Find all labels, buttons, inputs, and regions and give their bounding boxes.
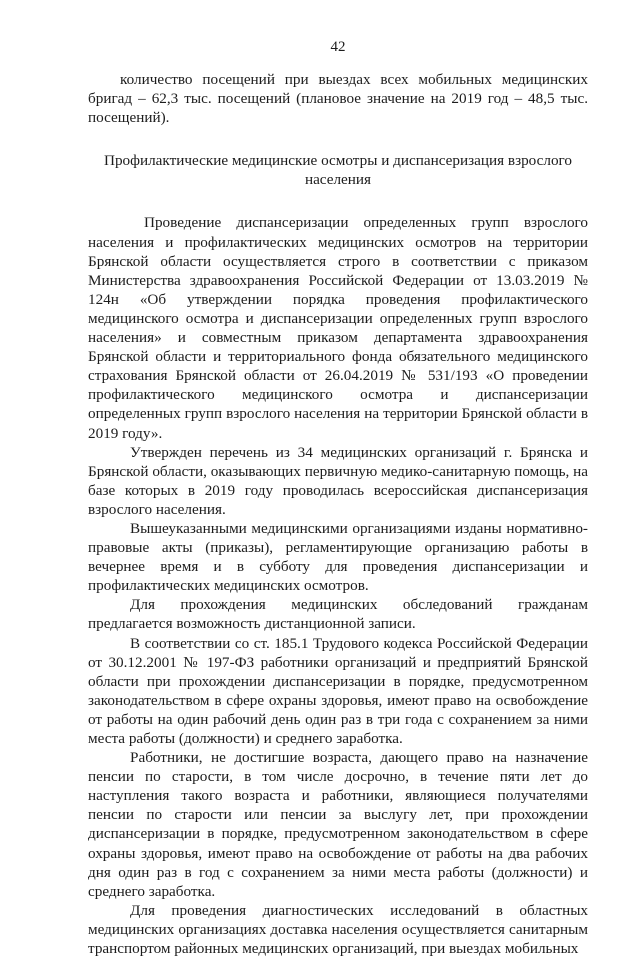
paragraph-labor-code: В соответствии со ст. 185.1 Трудового кодекса Российской Федерации от 30.12.2001 № 197-ФЗ работники организаций и предприятий Брянской области при прохождении диспансеризации в порядке, предусмотренном законодательством в сфере охраны здоровья, имеют право на освобождение от работы на один рабочий день один раз в три года с сохранением за ними места работы (должности) и среднего заработка. (88, 634, 588, 747)
paragraph-normative-acts: Вышеуказанными медицинскими организациями изданы нормативно-правовые акты (приказы), регламентирующие организацию работы в вечернее время и в субботу для проведения диспансеризации и профилактических медицинских осмотров. (88, 519, 588, 595)
paragraph-transport: Для проведения диагностических исследований в областных медицинских организациях доставка населения осуществляется санитарным транспортом районных медицинских организаций, при выездах мобильных (88, 901, 588, 958)
paragraph-dispensary-order: Проведение диспансеризации определенных групп взрослого населения и профилактических медицинских осмотров на территории Брянской области осуществляется строго в соответствии с приказом Министерства здравоохранения Российской Федерации от 13.03.2019 № 124н «Об утверждении порядка проведения профилактического медицинского осмотра и диспансеризации определенных групп взрослого населения» и совместным приказом департамента здравоохранения Брянской области и территориального фонда обязательного медицинского страхования Брянской области от 26.04.2019 № 531/193 «О проведении профилактического медицинского осмотра и диспансеризации определенных групп взрослого населения на территории Брянской области в 2019 году». (88, 214, 588, 442)
paragraph-continuation: количество посещений при выездах всех мобильных медицинских бригад – 62,3 тыс. посещений (плановое значение на 2019 год – 48,5 тыс. посещений). (88, 71, 588, 127)
page-number: 42 (330, 39, 346, 55)
section-title: Профилактические медицинские осмотры и диспансеризация взрослого населения (103, 152, 573, 189)
paragraph-organizations-list: Утвержден перечень из 34 медицинских организаций г. Брянска и Брянской области, оказывающих первичную медико-санитарную помощь, на базе которых в 2019 году проводилась всероссийская диспансеризация взрослого населения. (88, 443, 588, 518)
paragraph-pensioners: Работники, не достигшие возраста, дающего право на назначение пенсии по старости, в том числе досрочно, в течение пяти лет до наступления такого возраста и работники, являющиеся получателями пенсии по старости или пенсии за выслугу лет, при прохождении диспансеризации в порядке, предусмотренном законодательством в сфере охраны здоровья, имеют право на освобождение от работы на два рабочих дня один раз в год с сохранением за ними места работы (должности) и среднего заработка. (88, 749, 588, 900)
paragraph-remote-registration: Для прохождения медицинских обследований гражданам предлагается возможность дистанционной записи. (88, 596, 588, 633)
